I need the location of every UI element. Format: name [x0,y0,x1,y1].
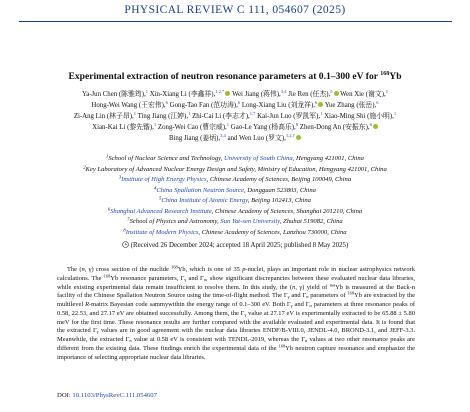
author-name[interactable]: Ting Jiang (江婷), [137,113,189,121]
author-affil[interactable]: 3,4 [220,133,226,139]
author-line [16,122,454,133]
orcid-icon[interactable] [296,135,301,140]
affiliation-text: , Chinese Academy of Sciences, Lanzhou 730000, China [198,228,347,236]
author-affil[interactable]: 1 [133,111,136,117]
author-affil[interactable]: 1,7 [249,111,256,117]
affiliation-number: 8 [123,227,126,232]
affiliation-text: , Beijing 102413, China [247,197,311,204]
affiliation [16,154,454,165]
header-rule [19,21,452,22]
affiliation-number: 1 [106,153,109,159]
author-name[interactable]: Wei Jiang (蒋伟), [232,91,281,98]
author-affil[interactable]: 6 [237,100,241,106]
author-name[interactable]: Zhen-Dong An (安振东), [299,124,370,132]
affiliation [16,196,454,207]
author-name[interactable]: Zong-Wei Cao (曹宗威), [157,124,227,132]
author-affil[interactable]: 6 [165,100,168,106]
affiliation-number: 4 [154,185,157,190]
author-name[interactable]: Bing Jiang (姜炳), [168,135,221,143]
affiliation-number: 3 [118,174,122,180]
author-name[interactable]: Ya-Jun Chen (陈雅筠), [81,91,146,98]
abstract [57,266,415,362]
author-affil[interactable]: 1,2,† [285,133,296,139]
affiliation-text: School of Physics and Astronomy, [129,218,221,225]
title-mass: 168 [380,71,390,77]
affiliation-text: , Zhuhai 519082, China [279,218,343,225]
author-affil[interactable]: 3,4 [280,89,287,94]
abstract-paragraph: The (n, γ) cross section of the nuclide $^{168}$Yb, which is one of 35 p-nuclei, plays an important role in nuclear astrophysics network calculations. The $^{168}$Yb resonance parameters, $\Gamma_\gamma$ and $\Gamma_n$, show significant discrepancies between these evaluated nuclear data libraries, while existing experimental data remain insufficient to resolve them. In this study, the (n, γ) yield of $^{nat}$Yb is measured at the Back-n facility of the Chinese Spallation Neutron Source using the time-of-flight method. The $\Gamma_\gamma$ and $\Gamma_n$ parameters of $^{168}$Yb are extracted by the multilevel R-matrix Bayesian code sammywithin the energy range of 0.1–300 eV. Both $\Gamma_\gamma$ and $\Gamma_n$ parameters at three resonance peaks of 0.58, 22.53, and 27.17 eV are obtained successfully. Among them, the $\Gamma_\gamma$ value at 27.17 eV is experimentally extracted to be 65.88 ± 5.80 meV for the first time. These resonance results are further compared with the available evaluated and experimental data. It is found that the extracted $\Gamma_\gamma$ values are in good agreement with the nuclear data libraries ENDF/B-VIII.0, JENDL-4.0, BROND-3.1, and JEFF-3.3. Meanwhile, the extracted $\Gamma_n$ value at 0.58 eV is consistent with TENDL-2019, whereas the $\Gamma_n$ values at two other resonance peaks are different from the existing data. These findings enrich the experimental data of the $^{168}$Yb neutron capture resonance and emphasize the importance of selecting appropriate nuclear data libraries. [57,264,416,361]
affiliation [16,217,454,228]
doi-line [57,392,157,399]
affiliation-text: , Dongguan 523803, China [243,186,316,194]
affiliation-link[interactable]: Sun Yat-sen University [220,218,280,225]
author-name[interactable]: Xin-Xiang Li (李鑫祥), [149,91,216,98]
orcid-icon[interactable] [225,91,230,96]
paper-title [0,71,470,82]
author-affil[interactable]: 8 [295,122,299,128]
affiliation-link[interactable]: University of South China [224,155,293,162]
received-text: (Received 26 December 2024; accepted 18 April 2025; published 8 May 2025) [130,242,349,249]
author-affil[interactable]: 6 [315,100,318,106]
author-name[interactable]: and Wen Luo (罗文), [227,135,286,143]
affiliation [16,207,454,218]
journal-header: PHYSICAL REVIEW C 111, 054607 (2025) [124,4,346,16]
affiliation-text: , Chinese Academy of Sciences, Beijing 100049, China [206,176,352,183]
affiliation-text: School of Nuclear Science and Technology, [108,155,225,162]
author-name[interactable]: Kai-Jun Luo (罗凯军), [257,113,321,121]
affiliation-link[interactable]: Institute of High Energy Physics [121,176,207,183]
author-affil[interactable]: 6 [369,122,372,128]
affiliation-link[interactable]: China Spallation Neutron Source [156,186,244,194]
affiliation-link[interactable]: Institute of Modern Physics [125,228,199,236]
affiliation [16,165,454,176]
doi-label: DOI: [57,392,73,399]
author-name[interactable]: Xian-Kai Li (黎先锴), [92,124,154,132]
author-affil[interactable]: 1 [226,122,230,128]
author-name[interactable]: Gong-Tao Fan (范功涛), [169,102,238,110]
clock-icon [122,241,129,248]
author-name[interactable]: Xiao-Ming Shi (施小明), [324,113,394,121]
orcid-icon[interactable] [318,102,323,107]
author-name[interactable]: Zhi-Cai Li (李志才), [192,113,250,121]
affiliation-link[interactable]: Shanghai Advanced Research Institute [110,207,212,215]
author-line [16,89,454,100]
author-line [16,100,454,111]
author-name[interactable]: Hong-Wei Wang (王宏伟), [91,102,166,110]
author-name[interactable]: Yue Zhang (张岳), [324,102,377,110]
author-affil[interactable]: 1 [393,111,397,117]
author-name[interactable]: Long-Xiang Liu (刘龙祥), [241,102,315,110]
doi-link[interactable]: 10.1103/PhysRevC.111.054607 [72,392,157,399]
orcid-icon[interactable] [373,124,378,129]
author-affil[interactable]: 1 [188,111,191,117]
affiliation-link[interactable]: China Institute of Atomic Energy [161,197,248,204]
author-affil[interactable]: 6 [376,100,379,106]
author-affil[interactable]: 1,2,* [215,89,225,94]
title-element: Yb [389,71,402,83]
author-affil[interactable]: 1 [320,111,323,117]
author-affil[interactable]: 5 [330,89,333,94]
affiliation [16,228,454,239]
received-dates [0,241,470,249]
author-line [16,111,454,122]
author-name[interactable]: Wen Xie (谢文), [340,91,386,98]
affiliation-text: , Chinese Academy of Sciences, Shanghai 201210, China [211,207,363,215]
author-affil[interactable]: 1 [145,89,148,94]
affiliation-text: Key Laboratory of Advanced Nuclear Energy Design and Safety, Ministry of Education, Hengyang 421001, China [85,165,387,173]
affiliation-list [16,154,454,238]
author-affil[interactable]: 1 [153,122,157,128]
orcid-icon[interactable] [334,91,339,96]
affiliation-text: , Hengyang 421001, China [292,155,364,162]
author-name[interactable]: Zi-Ang Lin (林子昂), [73,113,134,121]
affiliation-number: 7 [127,216,130,222]
affiliation-number: 5 [159,195,162,201]
affiliation-number: 2 [83,164,86,169]
author-line [16,133,454,144]
author-list [16,89,454,144]
author-name[interactable]: Gao-Le Yang (杨高乐), [230,124,296,132]
affiliation [16,175,454,186]
author-name[interactable]: Jie Ren (任杰), [288,91,331,98]
title-text: Experimental extraction of neutron resonance parameters at 0.1–300 eV for [68,71,381,83]
affiliation-number: 6 [107,206,111,211]
affiliation [16,186,454,197]
author-affil[interactable]: 1 [385,89,389,94]
